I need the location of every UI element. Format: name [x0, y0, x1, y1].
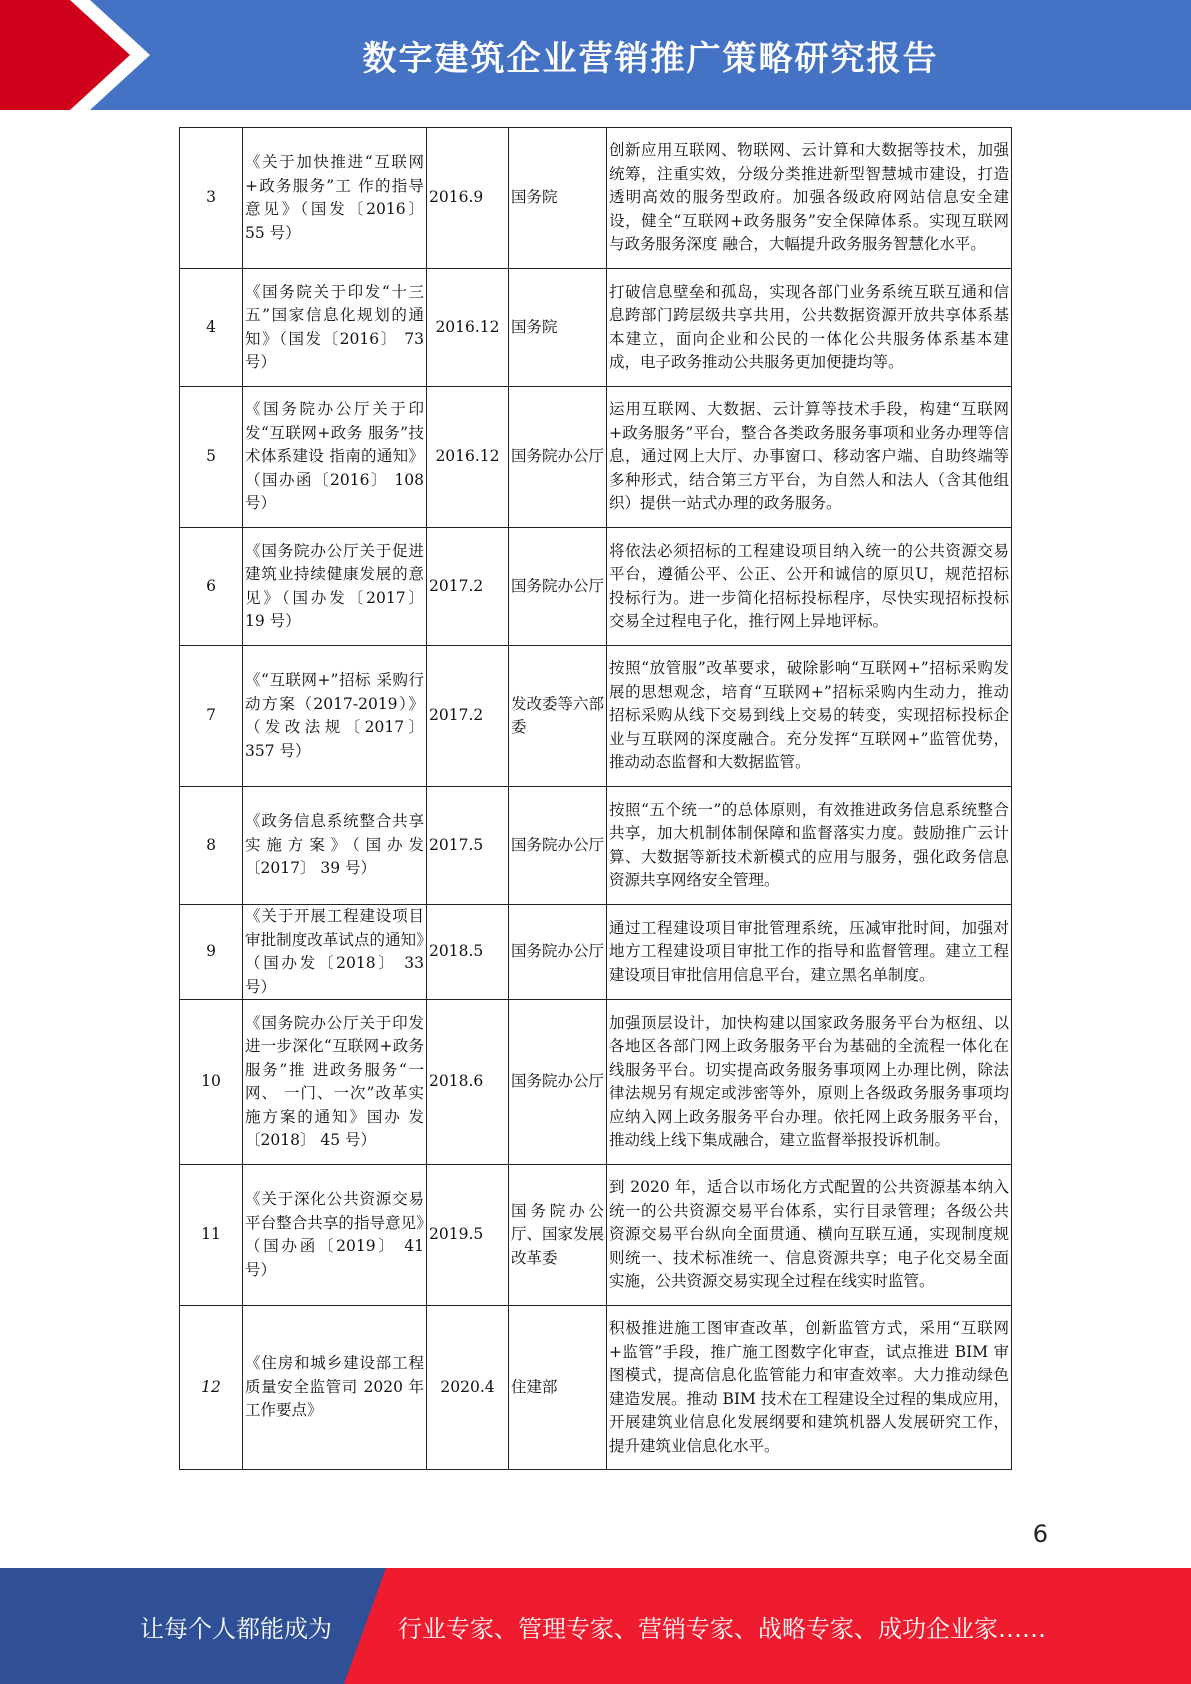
issue-date: 2019.5: [427, 1165, 509, 1306]
policy-name: 《政务信息系统整合共享实施方案》（国办发〔2017〕 39 号）: [243, 787, 427, 905]
row-number: 9: [180, 905, 243, 1000]
policy-name: 《关于深化公共资源交易平台整合共享的指导意见》（国办函〔2019〕 41 号）: [243, 1165, 427, 1306]
table-row: [180, 387, 1012, 528]
table-row: [180, 1306, 1012, 1470]
issue-date: 2017.2: [427, 528, 509, 646]
page-footer: [0, 1568, 1191, 1684]
issue-date: 2017.2: [427, 646, 509, 787]
row-number: 7: [180, 646, 243, 787]
policy-content: 到 2020 年，适合以市场化方式配置的公共资源基本纳入统一的公共资源交易平台体系，实行目录管理；各级公共资源交易平台纵向全面贯通、横向互联互通，实现制度规则统一、技术标准统一、信息资源共享；电子化交易全面实施，公共资源交易实现全过程在线实时监管。: [607, 1165, 1012, 1306]
table-row: [180, 905, 1012, 1000]
report-title: 数字建筑企业营销推广策略研究报告: [362, 38, 939, 79]
page-number: 6: [1032, 1520, 1048, 1548]
issuing-agency: 国务院办公厅: [509, 387, 607, 528]
policy-content: 积极推进施工图审查改革，创新监管方式，采用“互联网+监管”手段，推广施工图数字化审查，试点推进 BIM 审图模式，提高信息化监管能力和审查效率。大力推动绿色建造发展。推动 BIM 技术在工程建设全过程的集成应用，开展建筑业信息化发展纲要和建筑机器人发展研究工作，提升建筑业信息化水平。: [607, 1306, 1012, 1470]
issuing-agency: 国务院办公厅: [509, 1000, 607, 1165]
issuing-agency: 国务院办公厅: [509, 787, 607, 905]
policy-name: 《国务院办公厅关于促进建筑业持续健康发展的意见》（国办发〔2017〕 19 号）: [243, 528, 427, 646]
row-number: 4: [180, 269, 243, 387]
table-row: [180, 1000, 1012, 1165]
policy-content: 打破信息壁垒和孤岛，实现各部门业务系统互联互通和信息跨部门跨层级共享共用，公共数据资源开放共享体系基本建立，面向企业和公民的一体化公共服务体系基本建成，电子政务推动公共服务更加便捷均等。: [607, 269, 1012, 387]
issuing-agency: 国务院办公厅、国家发展改革委: [509, 1165, 607, 1306]
issue-date: 2017.5: [427, 787, 509, 905]
footer-slogan-lead: 让每个人都能成为: [140, 1614, 332, 1643]
policy-table: [179, 127, 1012, 1470]
issuing-agency: 发改委等六部委: [509, 646, 607, 787]
policy-name: 《住房和城乡建设部工程质量安全监管司 2020 年工作要点》: [243, 1306, 427, 1470]
policy-table-wrapper: [179, 127, 1011, 1470]
policy-content: 按照“五个统一”的总体原则，有效推进政务信息系统整合共享，加大机制体制保障和监督落实力度。鼓励推广云计算、大数据等新技术新模式的应用与服务，强化政务信息资源共享网络安全管理。: [607, 787, 1012, 905]
table-row: [180, 1165, 1012, 1306]
policy-content: 通过工程建设项目审批管理系统，压减审批时间，加强对地方工程建设项目审批工作的指导和监督管理。建立工程建设项目审批信用信息平台，建立黑名单制度。: [607, 905, 1012, 1000]
issuing-agency: 国务院办公厅: [509, 528, 607, 646]
row-number: 12: [180, 1306, 243, 1470]
policy-content: 将依法必须招标的工程建设项目纳入统一的公共资源交易平台，遵循公平、公正、公开和诚信的原贝U，规范招标投标行为。进一步简化招标投标程序，尽快实现招标投标交易全过程电子化，推行网上异地评标。: [607, 528, 1012, 646]
policy-content: 加强顶层设计，加快构建以国家政务服务平台为枢纽、以各地区各部门网上政务服务平台为基础的全流程一体化在线服务平台。切实提高政务服务事项网上办理比例，除法律法规另有规定或涉密等外，原则上各级政务服务事项均应纳入网上政务服务平台办理。依托网上政务服务平台，推动线上线下集成融合，建立监督举报投诉机制。: [607, 1000, 1012, 1165]
policy-content: 运用互联网、大数据、云计算等技术手段，构建“互联网+政务服务”平台，整合各类政务服务事项和业务办理等信息，通过网上大厅、办事窗口、移动客户端、自助终端等多种形式，结合第三方平台，为自然人和法人（含其他组织）提供一站式办理的政务服务。: [607, 387, 1012, 528]
page-header: [0, 0, 1191, 110]
row-number: 8: [180, 787, 243, 905]
issue-date: 2020.4: [427, 1306, 509, 1470]
policy-name: 《关于开展工程建设项目审批制度改革试点的通知》（国办发〔2018〕 33 号）: [243, 905, 427, 1000]
issue-date: 2018.6: [427, 1000, 509, 1165]
policy-name: 《国务院办公厅关于印发进一步深化“互联网+政务服务”推 进政务服务“一网、 一门、一次”改革实 施方案的通知》国办 发〔2018〕 45 号）: [243, 1000, 427, 1165]
issuing-agency: 国务院: [509, 128, 607, 269]
issue-date: 2016.12: [427, 387, 509, 528]
issuing-agency: 国务院办公厅: [509, 905, 607, 1000]
table-row: [180, 646, 1012, 787]
policy-content: 创新应用互联网、物联网、云计算和大数据等技术，加强统筹，注重实效，分级分类推进新型智慧城市建设，打造透明高效的服务型政府。加强各级政府网站信息安全建设，健全“互联网+政务服务”安全保障体系。实现互联网与政务服务深度 融合，大幅提升政务服务智慧化水平。: [607, 128, 1012, 269]
row-number: 11: [180, 1165, 243, 1306]
row-number: 6: [180, 528, 243, 646]
policy-name: 《“互联网+”招标 采购行动方案（2017-2019）》（发改法规〔2017〕 357 号）: [243, 646, 427, 787]
issuing-agency: 国务院: [509, 269, 607, 387]
table-row: [180, 128, 1012, 269]
footer-slogan-roles: 行业专家、管理专家、营销专家、战略专家、成功企业家……: [398, 1614, 1046, 1643]
header-red-chevron: [0, 0, 160, 110]
row-number: 5: [180, 387, 243, 528]
table-row: [180, 269, 1012, 387]
table-row: [180, 528, 1012, 646]
policy-name: 《关于加快推进“互联网+政务服务”工 作的指导意见》（国发〔2016〕 55 号）: [243, 128, 427, 269]
policy-content: 按照“放管服”改革要求，破除影响“互联网+”招标采购发展的思想观念，培育“互联网+”招标采购内生动力，推动招标采购从线下交易到线上交易的转变，实现招标投标企业与互联网的深度融合。充分发挥“互联网+”监管优势，推动动态监督和大数据监管。: [607, 646, 1012, 787]
issue-date: 2016.12: [427, 269, 509, 387]
issue-date: 2016.9: [427, 128, 509, 269]
issuing-agency: 住建部: [509, 1306, 607, 1470]
row-number: 10: [180, 1000, 243, 1165]
table-row: [180, 787, 1012, 905]
row-number: 3: [180, 128, 243, 269]
issue-date: 2018.5: [427, 905, 509, 1000]
policy-name: 《国务院关于印发“十三五”国家信息化规划的通知》（国发〔2016〕 73 号）: [243, 269, 427, 387]
policy-name: 《国务院办公厅关于印发“互联网+政务 服务”技术体系建设 指南的通知》（国办函〔2016〕 108 号）: [243, 387, 427, 528]
